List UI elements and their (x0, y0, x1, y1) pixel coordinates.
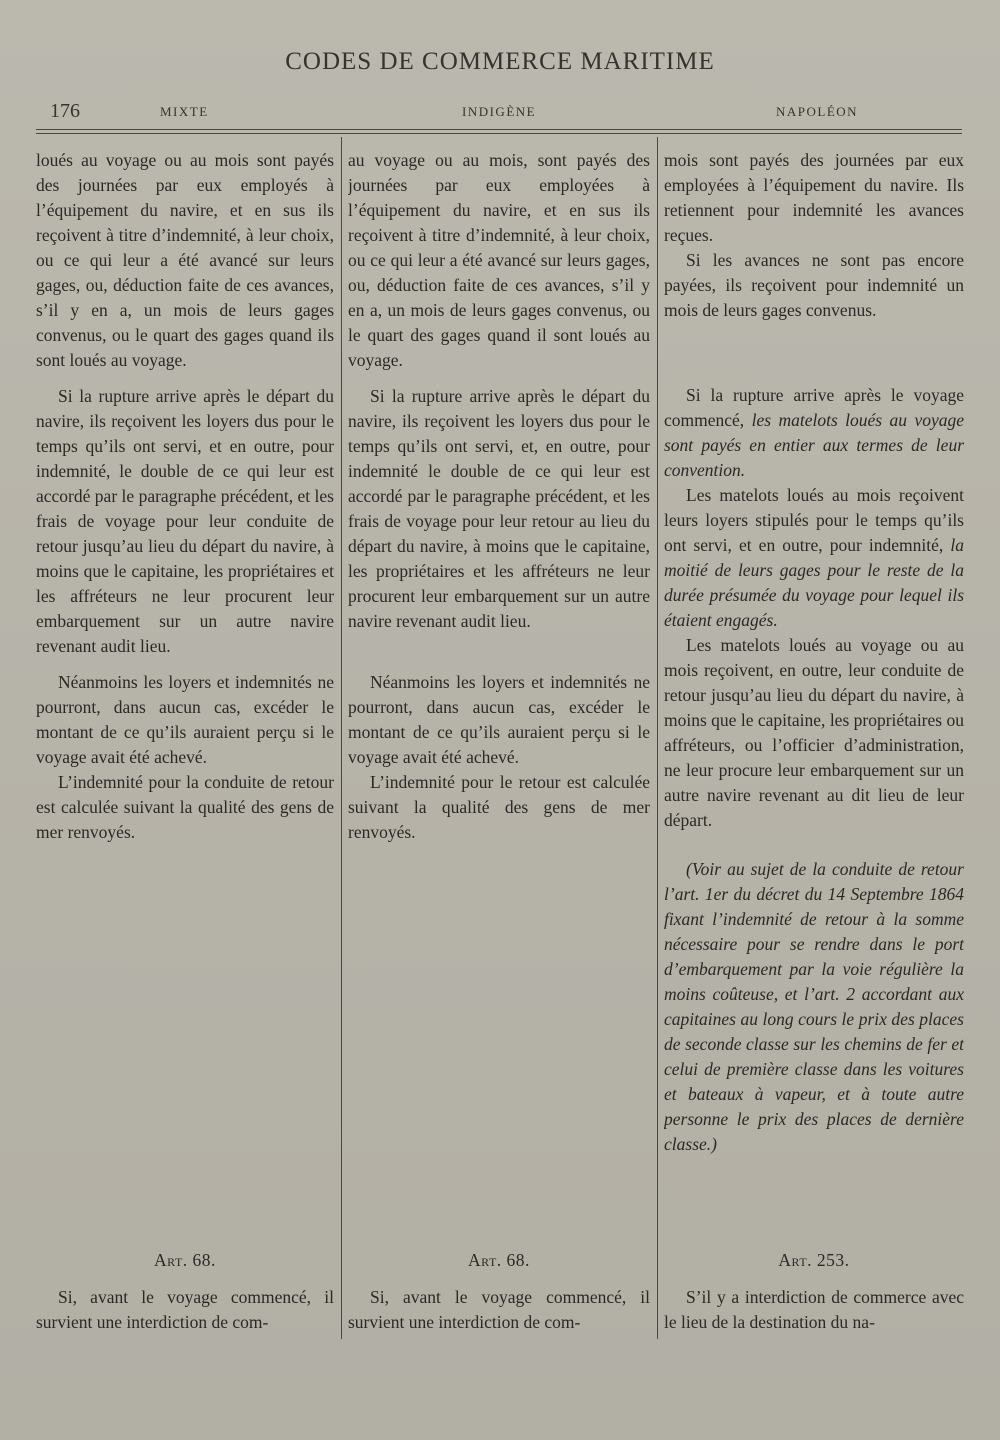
column-divider-2 (657, 137, 658, 1339)
article-text (664, 1285, 964, 1335)
note-paragraph: (Voir au sujet de la conduite de retour l’art. 1er du décret du 14 Septembre 1864 fixant l’indemnité de retour à la somme nécessaire pour se rendre dans le port d’embarquement par la voie régulière la moins coûteuse, et l’art. 2 accordant aux capitaines au long cours le prix des places de seconde classe sur les chemins de fer et celui de première classe dans les voitures et bateaux à vapeur, et à toute autre personne le prix des places de dernière classe.) (664, 859, 964, 1154)
article-text (36, 1285, 334, 1335)
paragraph: Si la rupture arrive après le départ du navire, ils reçoivent les loyers dus pour le temps qu’ils ont servi, et, en outre, pour indemnité le double de ce qui leur est accordé par le paragraphe précédent, et les frais de voyage pour leur retour au lieu du départ du navire, à moins que le capitaine, les propriétaires et les affréteurs ne leur procurent leur embarquement sur un autre navire revenant audit lieu. (348, 386, 650, 631)
paragraph: Les matelots loués au voyage ou au mois reçoivent, en outre, leur conduite de retour jusqu’au lieu du départ du navire, à moins que le capitaine, les propriétaires ou affréteurs, ou l’officier d’administration, ne leur procure leur embarquement sur un autre navire revenant au dit lieu de leur départ. (664, 635, 964, 830)
column-divider-1 (341, 137, 342, 1339)
column-napoleon (664, 148, 964, 1348)
article-heading: Art. 68. (154, 1250, 216, 1270)
article-text (348, 1285, 650, 1335)
paragraph: Si les avances ne sont pas encore payées, ils reçoivent pour indemnité un mois de leurs gages convenus. (664, 250, 964, 320)
column-indigene (348, 148, 650, 1348)
header-rule-top (36, 129, 962, 130)
text-run: Si la rupture arrive après le voyage commencé, (664, 385, 964, 430)
paragraph: Si, avant le voyage commencé, il survient une interdiction de com- (36, 1287, 334, 1332)
paragraph (664, 483, 964, 633)
column-mixte (36, 148, 334, 1348)
paragraph: au voyage ou au mois, sont payés des journées par eux employées à l’équipement du navire, et en sus ils reçoivent à titre d’indemnité, à leur choix, ou ce qui leur a été avancé sur leurs gages, ou, déduction faite de ces avances, s’il y en a, un mois de leurs gages convenus, ou le quart des gages quand il sont loués au voyage. (348, 150, 650, 370)
italic-text: les matelots loués au voyage sont payés en entier aux termes de leur convention. (664, 410, 964, 480)
page-title: CODES DE COMMERCE MARITIME (285, 48, 715, 75)
paragraph: Néanmoins les loyers et indemnités ne pourront, dans aucun cas, excéder le montant de ce qu’ils auraient perçu si le voyage avait été achevé. (36, 672, 334, 767)
paragraph: L’indemnité pour le retour est calculée suivant la qualité des gens de mer renvoyés. (348, 772, 650, 842)
page-number: 176 (50, 100, 80, 122)
paragraph (664, 383, 964, 483)
column-heading-mixte: MIXTE (160, 104, 209, 119)
paragraph: loués au voyage ou au mois sont payés des journées par eux employés à l’équipement du navire, et en sus ils reçoivent à titre d’indemnité, à leur choix, ou ce qui leur a été avancé sur leurs gages, ou, déduction faite de ces avances, s’il y en a, un mois de leurs gages convenus, ou le quart des gages quand ils sont loués au voyage. (36, 150, 334, 370)
paragraph: mois sont payés des journées par eux employées à l’équipement du navire. Ils retiennent pour indemnité les avances reçues. (664, 150, 964, 245)
article-heading: Art. 253. (778, 1250, 850, 1270)
header-rule-bottom (36, 133, 962, 134)
column-heading-napoleon: NAPOLÉON (776, 104, 859, 119)
paragraph: S’il y a interdiction de commerce avec le lieu de la destination du na- (664, 1287, 964, 1332)
column-heading-indigene: INDIGÈNE (462, 104, 537, 119)
paragraph: Si la rupture arrive après le départ du navire, ils reçoivent les loyers dus pour le temps qu’ils ont servi, et en outre, pour indemnité, le double de ce qui leur est accordé par le paragraphe précédent, et les frais de voyage pour leur conduite de retour jusqu’au lieu du départ du navire, à moins que le capitaine, les propriétaires et les affréteurs ne leur procurent leur embarquement sur un autre navire revenant audit lieu. (36, 386, 334, 656)
paragraph: L’indemnité pour la conduite de retour est calculée suivant la qualité des gens de mer renvoyés. (36, 772, 334, 842)
paragraph: Si, avant le voyage commencé, il survient une interdiction de com- (348, 1287, 650, 1332)
article-heading: Art. 68. (468, 1250, 530, 1270)
paragraph: Néanmoins les loyers et indemnités ne pourront, dans aucun cas, excéder le montant de ce qu’ils auraient perçu si le voyage avait été achevé. (348, 672, 650, 767)
italic-text: la moitié de leurs gages pour le reste de la durée présumée du voyage pour lequel ils étaient engagés. (664, 535, 964, 630)
text-run: Les matelots loués au mois reçoivent leurs loyers stipulés pour le temps qu’ils ont servi, et en outre, pour indemnité, (664, 485, 964, 555)
